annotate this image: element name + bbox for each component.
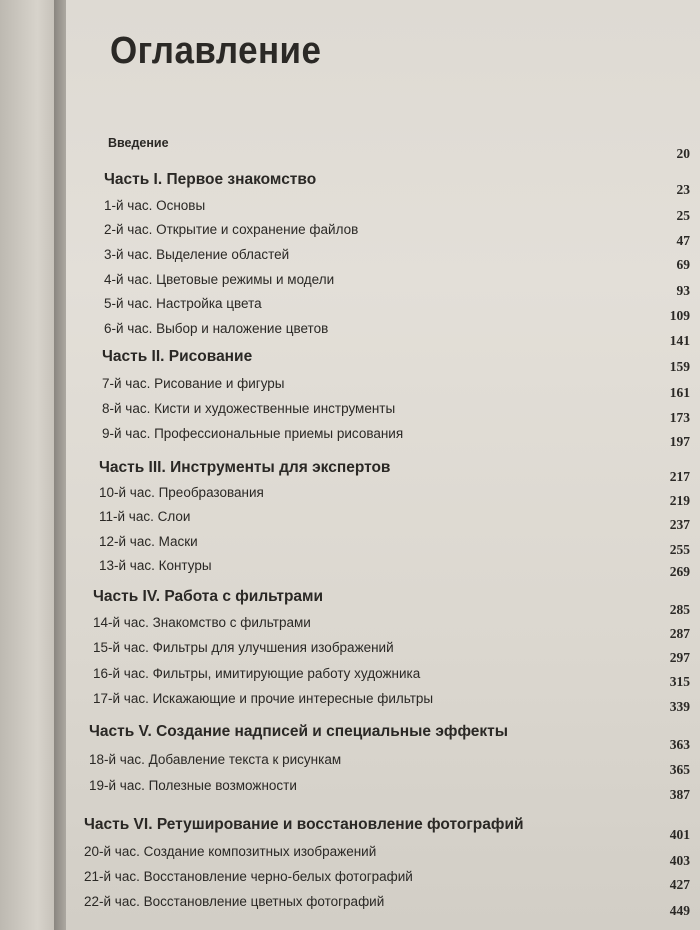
toc-page-number: 161 [669, 385, 690, 400]
toc-chapter-title: 7-й час. Рисование и фигуры [102, 376, 285, 391]
toc-page-number: 69 [676, 257, 690, 272]
toc-part-title: Часть VI. Ретуширование и восстановление фотографий [84, 816, 524, 833]
toc-chapter-title: 21-й час. Восстановление черно-белых фотографий [84, 869, 413, 884]
toc-part-title: Часть II. Рисование [102, 348, 253, 365]
toc-page-number: 449 [669, 903, 690, 918]
toc-chapter-title: 14-й час. Знакомство с фильтрами [93, 615, 311, 630]
toc-page-number: 365 [669, 762, 690, 777]
toc-page-number: 159 [669, 359, 690, 374]
toc-page-number: 315 [669, 674, 690, 689]
toc-chapter-title: 10-й час. Преобразования [99, 485, 264, 500]
toc-chapter-title: 3-й час. Выделение областей [104, 247, 290, 262]
toc-part-title: Часть III. Инструменты для экспертов [99, 459, 391, 476]
toc-page-number: 20 [676, 146, 690, 161]
toc-page-number: 173 [669, 410, 690, 425]
toc-chapter-title: 9-й час. Профессиональные приемы рисования [102, 426, 404, 441]
toc-chapter-title: 20-й час. Создание композитных изображений [84, 844, 377, 859]
toc-page-number: 427 [669, 877, 690, 892]
toc-page-number: 403 [669, 853, 690, 868]
toc-page-number: 25 [676, 208, 690, 223]
toc-chapter-title: 17-й час. Искажающие и прочие интересные фильтры [93, 691, 434, 706]
toc-page-number: 387 [669, 787, 690, 802]
toc-chapter-title: 12-й час. Маски [99, 534, 198, 549]
toc-chapter-title: 22-й час. Восстановление цветных фотографий [84, 894, 385, 909]
toc-page-number: 219 [669, 493, 690, 508]
toc-chapter-title: 11-й час. Слои [99, 509, 191, 524]
toc-chapter-title: 18-й час. Добавление текста к рисункам [89, 752, 342, 767]
toc-page-number: 339 [669, 699, 690, 714]
toc-chapter-title: 16-й час. Фильтры, имитирующие работу художника [93, 666, 421, 681]
toc-page-number: 23 [676, 182, 690, 197]
toc-chapter-title: 13-й час. Контуры [99, 558, 212, 573]
toc-chapter-title: 1-й час. Основы [104, 198, 206, 213]
toc-page-number: 109 [669, 308, 690, 323]
left-page-edge [0, 0, 62, 930]
toc-page-number: 285 [669, 602, 690, 617]
toc-page-number: 363 [669, 737, 690, 752]
toc-page-number: 47 [676, 233, 690, 248]
toc-chapter-title: 6-й час. Выбор и наложение цветов [104, 321, 329, 336]
toc-part-title: Часть V. Создание надписей и специальные эффекты [89, 723, 509, 740]
toc-page-number: 401 [669, 827, 690, 842]
toc-intro-title: Введение [108, 136, 169, 150]
page-title: Оглавление [110, 30, 322, 72]
toc-page-number: 141 [669, 333, 690, 348]
toc-page-number: 237 [669, 517, 690, 532]
toc-chapter-title: 2-й час. Открытие и сохранение файлов [104, 222, 359, 237]
toc-page-number: 93 [676, 283, 690, 298]
toc-page-number: 217 [669, 469, 690, 484]
toc-page-number: 269 [669, 564, 690, 579]
toc-page [66, 0, 700, 930]
toc-chapter-title: 8-й час. Кисти и художественные инструменты [102, 401, 396, 416]
toc-page-number: 197 [669, 434, 690, 449]
table-of-contents [66, 0, 700, 930]
toc-chapter-title: 5-й час. Настройка цвета [104, 296, 262, 311]
toc-part-title: Часть I. Первое знакомство [104, 171, 317, 188]
toc-page-number: 287 [669, 626, 690, 641]
toc-chapter-title: 15-й час. Фильтры для улучшения изображений [93, 640, 394, 655]
toc-chapter-title: 4-й час. Цветовые режимы и модели [104, 272, 335, 287]
toc-page-number: 255 [669, 542, 690, 557]
toc-chapter-title: 19-й час. Полезные возможности [89, 778, 297, 793]
toc-page-number: 297 [669, 650, 690, 665]
toc-part-title: Часть IV. Работа с фильтрами [93, 588, 324, 605]
